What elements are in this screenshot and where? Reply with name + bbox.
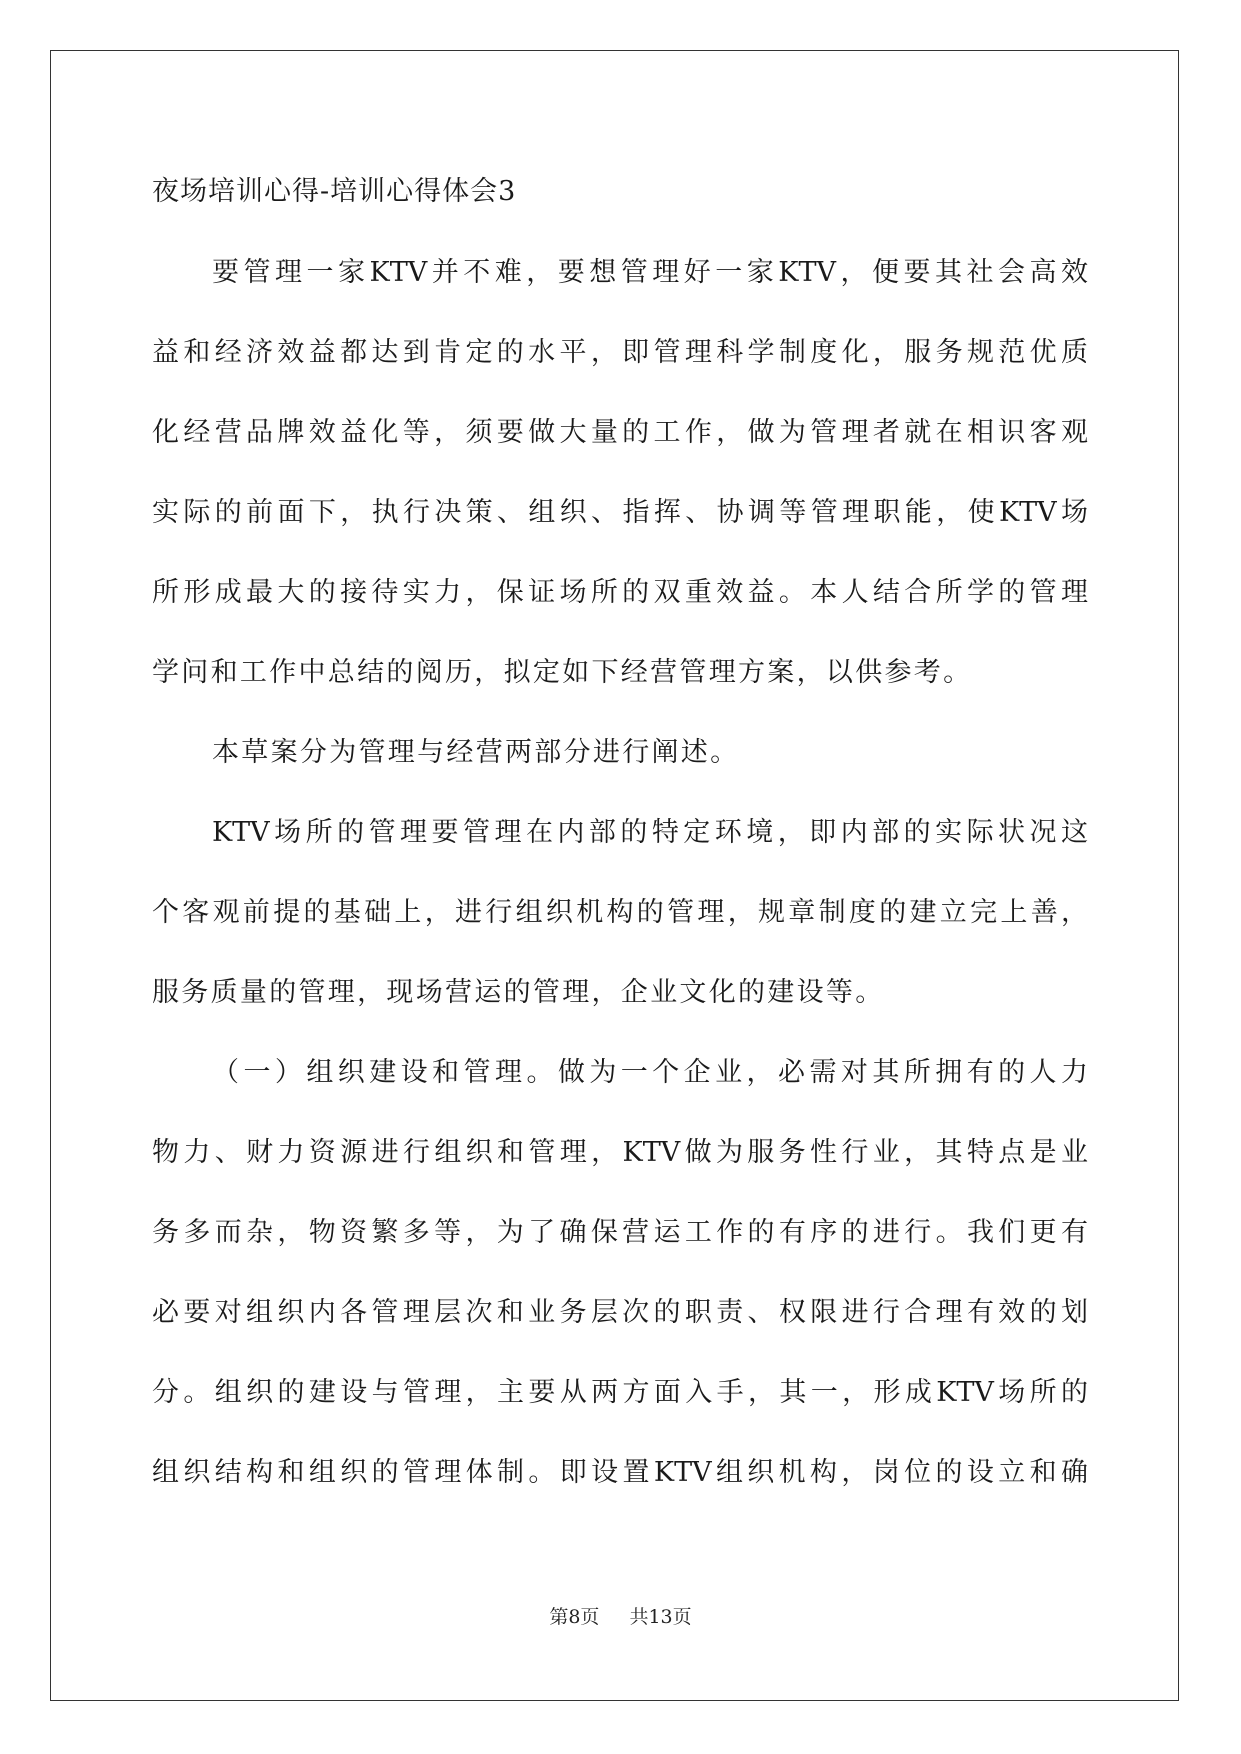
paragraph-line: 服务质量的管理，现场营运的管理，企业文化的建设等。 bbox=[152, 977, 885, 1008]
paragraph-line: 学问和工作中总结的阅历，拟定如下经营管理方案，以供参考。 bbox=[152, 657, 973, 688]
paragraph-line: 分。组织的建设与管理，主要从两方面入手，其一，形成KTV场所的 bbox=[152, 1377, 1088, 1408]
paragraph-line: 要管理一家KTV并不难，要想管理好一家KTV，便要其社会高效 bbox=[212, 257, 1088, 288]
paragraph-line: 物力、财力资源进行组织和管理，KTV做为服务性行业，其特点是业 bbox=[152, 1137, 1088, 1168]
page-total: 共13页 bbox=[629, 1606, 692, 1628]
paragraph-line: 务多而杂，物资繁多等，为了确保营运工作的有序的进行。我们更有 bbox=[152, 1217, 1088, 1248]
paragraph-line: 组织结构和组织的管理体制。即设置KTV组织机构，岗位的设立和确 bbox=[152, 1457, 1088, 1488]
page-footer bbox=[0, 1605, 1241, 1629]
document-body bbox=[152, 165, 1088, 1526]
paragraph-line: 所形成最大的接待实力，保证场所的双重效益。本人结合所学的管理 bbox=[152, 577, 1088, 608]
paragraph-line: KTV场所的管理要管理在内部的特定环境，即内部的实际状况这 bbox=[212, 817, 1088, 848]
paragraph-line: 化经营品牌效益化等，须要做大量的工作，做为管理者就在相识客观 bbox=[152, 417, 1088, 448]
paragraph-line: 个客观前提的基础上，进行组织机构的管理，规章制度的建立完上善， bbox=[152, 897, 1088, 928]
document-title: 夜场培训心得-培训心得体会3 bbox=[152, 176, 517, 207]
paragraph-line: 必要对组织内各管理层次和业务层次的职责、权限进行合理有效的划 bbox=[152, 1297, 1088, 1328]
paragraph-line: 本草案分为管理与经营两部分进行阐述。 bbox=[212, 737, 740, 768]
page-number: 第8页 bbox=[549, 1606, 600, 1628]
paragraph-line: 实际的前面下，执行决策、组织、指挥、协调等管理职能，使KTV场 bbox=[152, 497, 1088, 528]
paragraph-line: 益和经济效益都达到肯定的水平，即管理科学制度化，服务规范优质 bbox=[152, 337, 1088, 368]
paragraph-line: （一）组织建设和管理。做为一个企业，必需对其所拥有的人力 bbox=[212, 1057, 1088, 1088]
